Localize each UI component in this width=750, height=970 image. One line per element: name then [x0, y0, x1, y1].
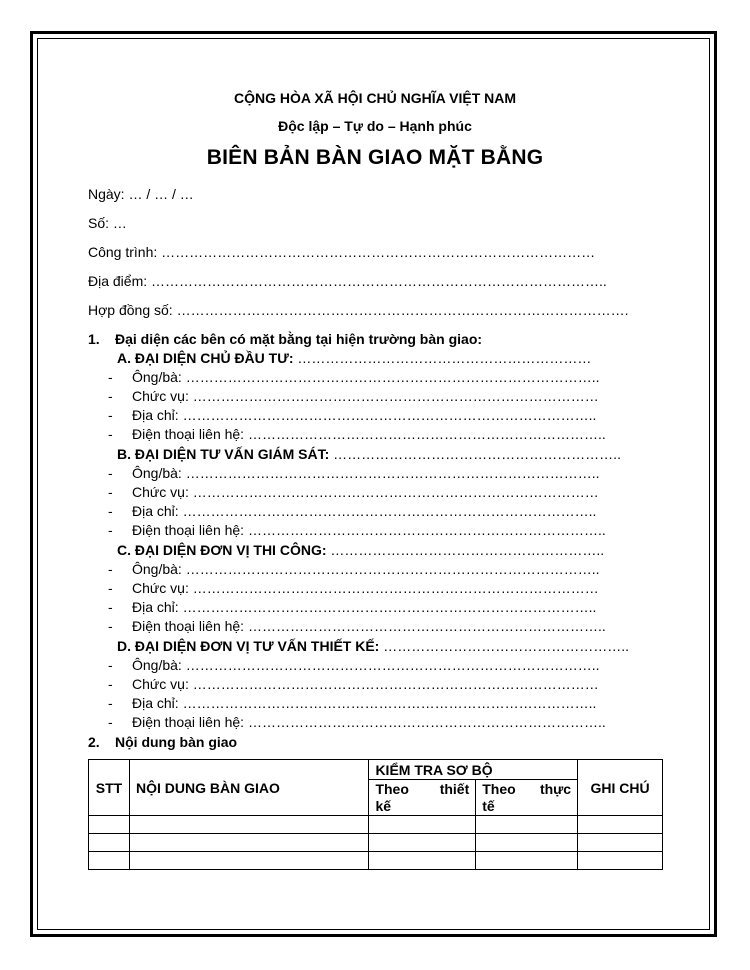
- party-c-dots: …………………………………………………..: [326, 542, 605, 558]
- table-cell: [369, 852, 476, 870]
- project-field: Công trình: …………………………………………………………………………………: [88, 244, 596, 260]
- date-field: Ngày: … / … / …: [88, 186, 194, 202]
- col-design-header: Theo thiết kế: [369, 780, 476, 816]
- party-c-address: - Địa chỉ: ……………………………………………………………………………..: [108, 599, 597, 615]
- section-1-title: Đại diện các bên có mặt bằng tại hiện trường bàn giao:: [115, 331, 483, 347]
- contract-field: Hợp đồng số: …………………………………………………………………………………….: [88, 302, 629, 318]
- party-a-heading: [117, 350, 591, 366]
- table-cell: [578, 816, 663, 834]
- document-title: BIÊN BẢN BÀN GIAO MẶT BẰNG: [206, 146, 544, 169]
- table-cell: [89, 834, 130, 852]
- table-cell: [369, 834, 476, 852]
- table-cell: [476, 834, 578, 852]
- party-b-name: - Ông/bà: ……………………………………………………………………………..: [108, 465, 600, 481]
- table-cell: [129, 834, 368, 852]
- party-b-label: B. ĐẠI DIỆN TƯ VẤN GIÁM SÁT:: [117, 446, 330, 462]
- party-a-label: A. ĐẠI DIỆN CHỦ ĐẦU TƯ:: [117, 350, 294, 366]
- table-cell: [89, 816, 130, 834]
- col-actual-header: Theo thực tế: [476, 780, 578, 816]
- table-cell: [476, 852, 578, 870]
- table-row: [89, 834, 663, 852]
- table-cell: [476, 816, 578, 834]
- party-b-dots: ……………………………………………………..: [329, 446, 621, 462]
- party-d-label: D. ĐẠI DIỆN ĐƠN VỊ TƯ VẤN THIẾT KẾ:: [117, 638, 380, 654]
- table-cell: [369, 816, 476, 834]
- table-cell: [129, 852, 368, 870]
- location-field: Địa điểm: ……………………………………………………………………………………..: [88, 273, 607, 289]
- party-a-address: - Địa chỉ: ……………………………………………………………………………..: [108, 407, 597, 423]
- party-c-position: - Chức vụ: ……………………………………………………………………………: [108, 580, 599, 596]
- col-note-header: GHI CHÚ: [578, 760, 663, 816]
- table-cell: [578, 852, 663, 870]
- party-d-address: - Địa chỉ: ……………………………………………………………………………..: [108, 695, 597, 711]
- party-d-phone: - Điện thoại liên hệ: …………………………………………………………………..: [108, 714, 606, 730]
- party-c-heading: [117, 542, 604, 558]
- number-field: Số: …: [88, 215, 127, 231]
- handover-table: [88, 759, 663, 870]
- party-d-position: - Chức vụ: ……………………………………………………………………………: [108, 676, 599, 692]
- col-check-header: KIỂM TRA SƠ BỘ: [369, 760, 578, 780]
- party-b-heading: [117, 446, 621, 462]
- section-2-title: Nội dung bàn giao: [115, 734, 238, 750]
- party-a-position: - Chức vụ: ……………………………………………………………………………: [108, 388, 599, 404]
- motto: Độc lập – Tự do – Hạnh phúc: [278, 118, 472, 134]
- party-d-name: - Ông/bà: ……………………………………………………………………………..: [108, 657, 600, 673]
- table-cell: [129, 816, 368, 834]
- table-cell: [89, 852, 130, 870]
- party-a-dots: ………………………………………………………: [293, 350, 592, 366]
- country-heading: CỘNG HÒA XÃ HỘI CHỦ NGHĨA VIỆT NAM: [233, 90, 517, 106]
- section-1-heading: [88, 331, 482, 347]
- table-row: [89, 852, 663, 870]
- party-b-address: - Địa chỉ: ……………………………………………………………………………..: [108, 503, 597, 519]
- party-b-phone: - Điện thoại liên hệ: …………………………………………………………………..: [108, 522, 606, 538]
- party-a-name: - Ông/bà: ……………………………………………………………………………..: [108, 369, 600, 385]
- party-c-label: C. ĐẠI DIỆN ĐƠN VỊ THI CÔNG:: [117, 542, 327, 558]
- col-stt-header: STT: [89, 760, 130, 816]
- party-d-dots: ……………………………………………..: [379, 638, 630, 654]
- table-row: [89, 816, 663, 834]
- party-d-heading: [117, 638, 629, 654]
- party-c-phone: - Điện thoại liên hệ: …………………………………………………………………..: [108, 618, 606, 634]
- section-2-number: 2.: [88, 734, 100, 750]
- party-b-position: - Chức vụ: ……………………………………………………………………………: [108, 484, 599, 500]
- section-1-number: 1.: [88, 331, 100, 347]
- table-cell: [578, 834, 663, 852]
- party-a-phone: - Điện thoại liên hệ: …………………………………………………………………..: [108, 426, 606, 442]
- section-2-heading: [88, 734, 237, 750]
- party-c-name: - Ông/bà: ……………………………………………………………………………..: [108, 561, 600, 577]
- col-content-header: NỘI DUNG BÀN GIAO: [129, 760, 368, 816]
